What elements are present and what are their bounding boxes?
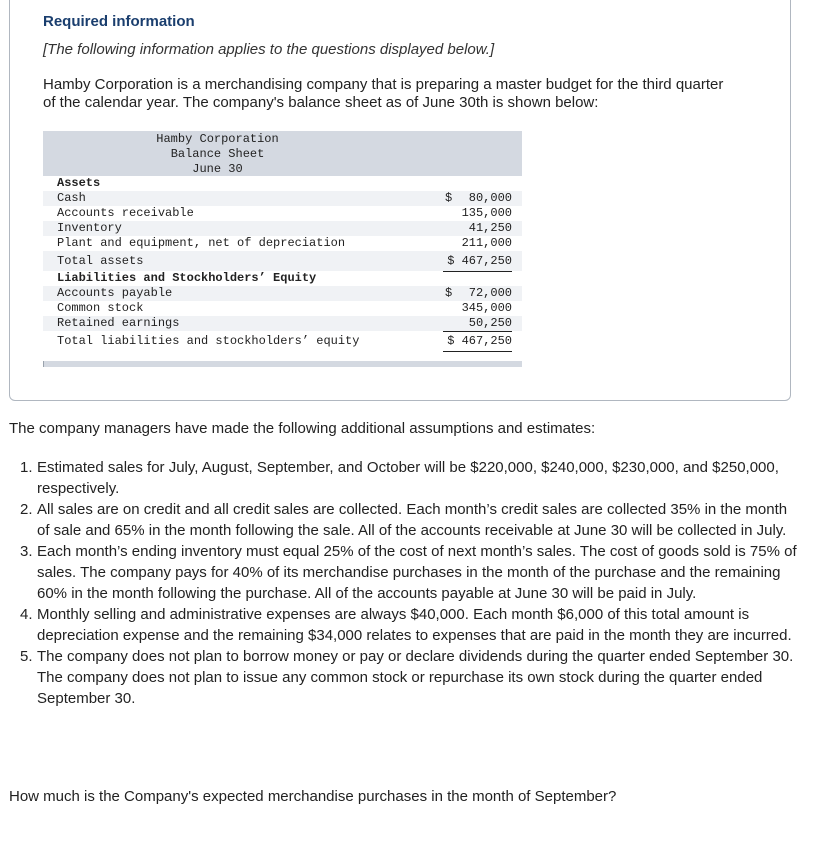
table-row	[43, 206, 522, 221]
intro-paragraph: Hamby Corporation is a merchandising company that is preparing a master budget for the third quarter of the calendar year. The company's balance sheet as of June 30th is shown below:	[43, 76, 724, 111]
table-row	[43, 286, 522, 301]
required-info-subtitle: [The following information applies to the questions displayed below.]	[43, 41, 495, 58]
row-label: Retained earnings	[57, 316, 180, 330]
row-label: Cash	[57, 191, 86, 205]
row-amount: 41,250	[468, 221, 512, 235]
assets-heading-row	[43, 176, 522, 191]
row-label: Total assets	[57, 254, 144, 268]
table-row	[43, 316, 522, 331]
list-item: 4. Monthly selling and administrative expenses are always $40,000. Each month $6,000 of this total amount is depreciation expense and the remaining $34,000 relates to expenses that are paid in the month they are incurred.	[20, 606, 792, 644]
balance-sheet-footer-bar	[43, 361, 522, 367]
company-name: Hamby Corporation	[156, 132, 279, 146]
list-item: 3. Each month’s ending inventory must equal 25% of the cost of next month’s sales. The cost of goods sold is 75% of sales. The company pays for 40% of its merchandise purchases in the month of the purchase and the remaining 60% in the month following the purchase. All of the accounts payable at June 30 will be paid in July.	[20, 543, 797, 602]
table-row	[43, 301, 522, 316]
row-amount: $ 72,000	[445, 286, 512, 300]
row-amount: $ 467,250	[443, 331, 512, 352]
required-info-title: Required information	[43, 13, 195, 30]
statement-name: Balance Sheet	[170, 147, 265, 161]
row-label: Plant and equipment, net of depreciation	[57, 236, 346, 250]
row-amount: $ 467,250	[443, 251, 512, 272]
row-label: Inventory	[57, 221, 122, 235]
list-item: 1. Estimated sales for July, August, September, and October will be $220,000, $240,000, $230,000, and $250,000, respectively.	[20, 459, 779, 497]
row-amount: 211,000	[443, 236, 512, 252]
statement-date: June 30	[192, 162, 243, 176]
balance-sheet	[43, 131, 522, 367]
row-label: Accounts receivable	[57, 206, 194, 220]
row-label: Common stock	[57, 301, 144, 315]
total-assets-row	[43, 251, 522, 271]
total-liabilities-row	[43, 331, 522, 351]
liabilities-heading-row	[43, 271, 522, 286]
row-amount: 50,250	[443, 316, 512, 332]
row-amount: 135,000	[461, 206, 512, 220]
question-text: How much is the Company's expected merchandise purchases in the month of September?	[9, 788, 617, 805]
row-label: Accounts payable	[57, 286, 173, 300]
row-amount: 345,000	[461, 301, 512, 315]
table-row	[43, 191, 522, 206]
table-row	[43, 236, 522, 251]
liabilities-heading: Liabilities and Stockholders’ Equity	[57, 271, 317, 285]
list-item: 5. The company does not plan to borrow money or pay or declare dividends during the quarter ended September 30. The company does not plan to issue any common stock or repurchase its own stock during the quarter ended September 30.	[20, 648, 794, 707]
assumptions-list	[20, 457, 797, 709]
table-row	[43, 221, 522, 236]
assumptions-intro: The company managers have made the following additional assumptions and estimates:	[9, 420, 596, 437]
row-label: Total liabilities and stockholders’ equity	[57, 334, 360, 348]
balance-sheet-header	[43, 131, 522, 176]
assets-heading: Assets	[57, 176, 101, 190]
list-item: 2. All sales are on credit and all credit sales are collected. Each month’s credit sales are collected 35% in the month of sale and 65% in the month following the sale. All of the accounts receivable at June 30 will be collected in July.	[20, 501, 788, 539]
row-amount: $ 80,000	[445, 191, 512, 205]
